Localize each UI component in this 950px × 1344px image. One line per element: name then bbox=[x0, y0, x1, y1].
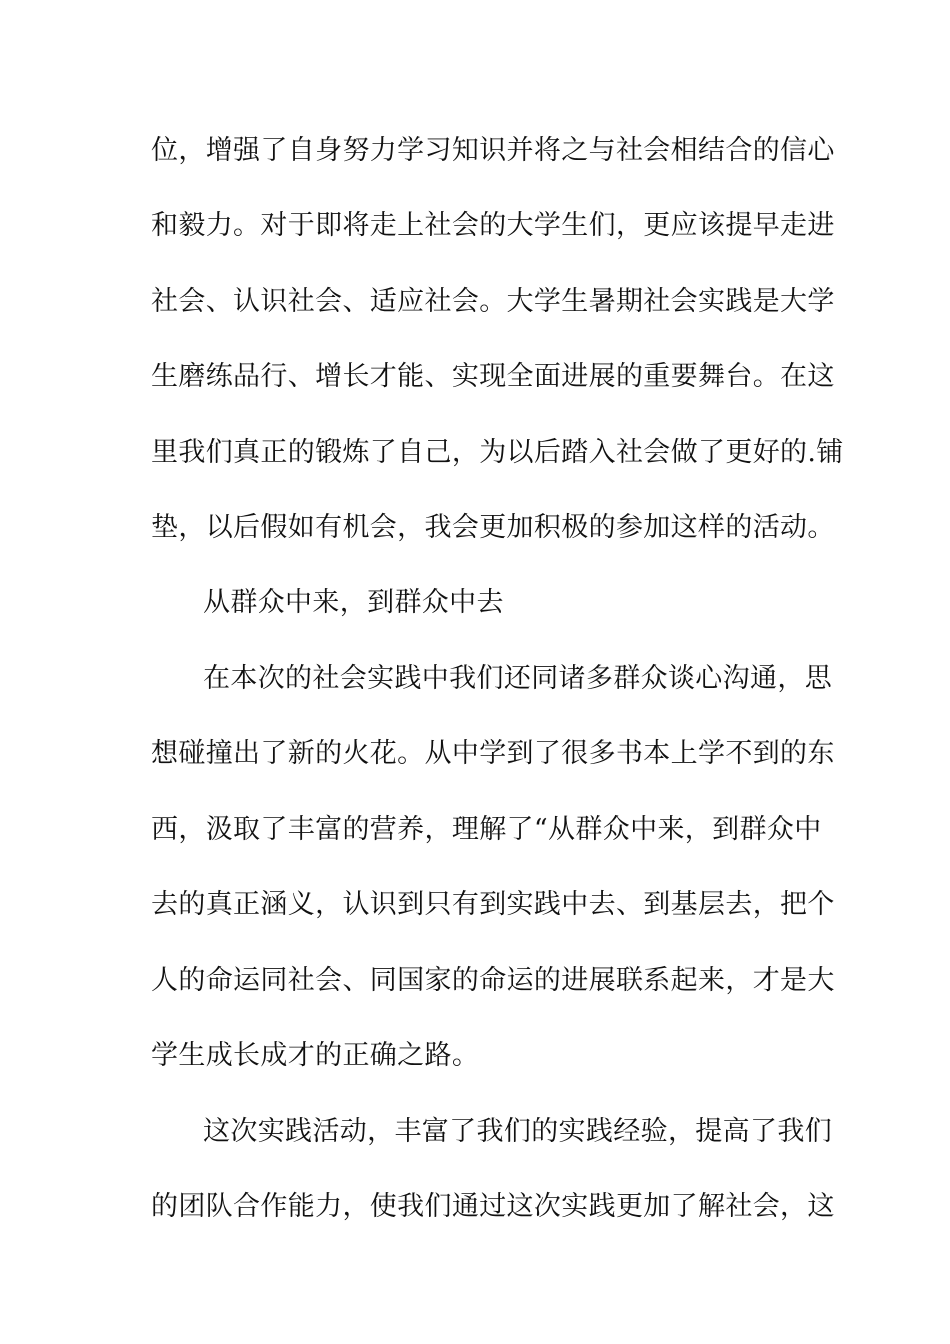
body-text-line: 去的真正涵义，认识到只有到实践中去、到基层去，把个 bbox=[151, 889, 835, 920]
body-text-line: 西，汲取了丰富的营养，理解了“从群众中来，到群众中 bbox=[151, 814, 822, 845]
body-text-line: 位，增强了自身努力学习知识并将之与社会相结合的信心 bbox=[151, 135, 835, 166]
body-text-line: 想碰撞出了新的火花。从中学到了很多书本上学不到的东 bbox=[151, 738, 835, 769]
body-text-line: 的团队合作能力，使我们通过这次实践更加了解社会，这 bbox=[151, 1191, 835, 1222]
body-text-line: 人的命运同社会、同国家的命运的进展联系起来，才是大 bbox=[151, 965, 835, 996]
body-text-line: 里我们真正的锻炼了自己，为以后踏入社会做了更好的.铺 bbox=[151, 437, 844, 468]
body-text-line: 垫，以后假如有机会，我会更加积极的参加这样的活动。 bbox=[151, 512, 835, 543]
body-text-line: 在本次的社会实践中我们还同诸多群众谈心沟通，思 bbox=[203, 663, 833, 694]
body-text-line: 生磨练品行、增长才能、实现全面进展的重要舞台。在这 bbox=[151, 361, 835, 392]
body-text-line: 和毅力。对于即将走上社会的大学生们，更应该提早走进 bbox=[151, 210, 835, 241]
section-heading: 从群众中来，到群众中去 bbox=[203, 587, 504, 618]
body-text-line: 学生成长成才的正确之路。 bbox=[151, 1040, 480, 1071]
body-text-line: 社会、认识社会、适应社会。大学生暑期社会实践是大学 bbox=[151, 286, 835, 317]
body-text-line: 这次实践活动，丰富了我们的实践经验，提高了我们 bbox=[203, 1116, 833, 1147]
